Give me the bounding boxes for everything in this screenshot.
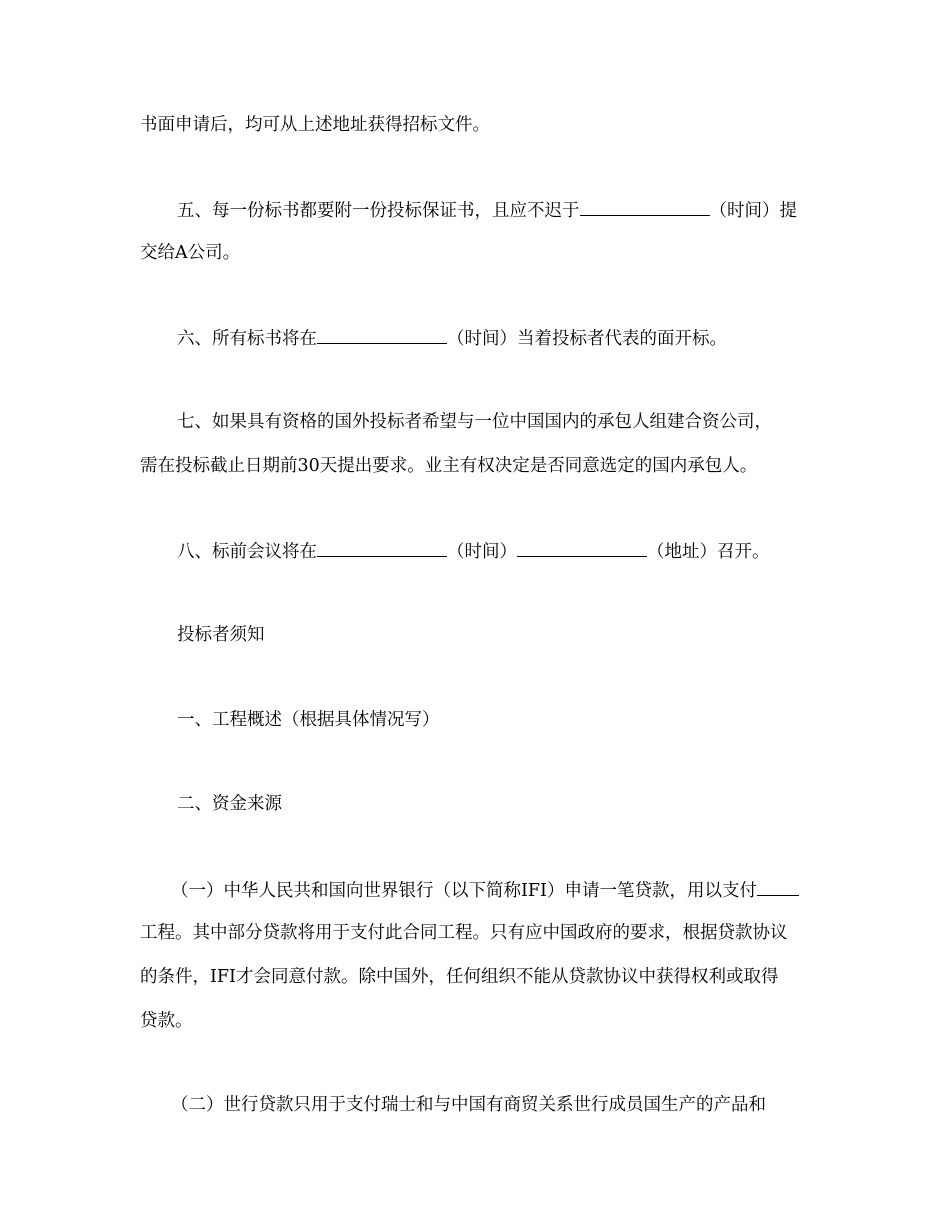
clause-7-line-1: 七、如果具有资格的国外投标者希望与一位中国国内的承包人组建合资公司， bbox=[177, 412, 772, 432]
para-1-line-4: 贷款。 bbox=[140, 1011, 193, 1031]
clause-6: 六、所有标书将在 （时间）当着投标者代表的面开标。 bbox=[177, 325, 820, 351]
para-1-line-2: 工程。其中部分贷款将用于支付此合同工程。只有应中国政府的要求，根据贷款协议 bbox=[140, 923, 788, 943]
fill-blank-time[interactable] bbox=[317, 538, 447, 557]
fill-blank-project[interactable] bbox=[757, 877, 799, 896]
clause-5-line-2: 交给A公司。 bbox=[140, 243, 241, 263]
fill-blank-address[interactable] bbox=[517, 538, 647, 557]
para-1-line-3: 的条件，IFI才会同意付款。除中国外，任何组织不能从贷款协议中获得权利或取得 bbox=[140, 967, 779, 987]
para-1-line-1: （一）中华人民共和国向世界银行（以下简称IFI）申请一笔贷款，用以支付 bbox=[171, 877, 820, 903]
fill-blank-time[interactable] bbox=[317, 325, 447, 344]
clause-5-line-1: 五、每一份标书都要附一份投标保证书，且应不迟于 （时间）提 bbox=[177, 197, 820, 223]
paragraph-continuation: 书面申请后，均可从上述地址获得招标文件。 bbox=[140, 115, 490, 135]
clause-7-line-2: 需在投标截止日期前30天提出要求。业主有权决定是否同意选定的国内承包人。 bbox=[140, 456, 758, 476]
fill-blank-time[interactable] bbox=[580, 197, 710, 216]
section-2-title: 二、资金来源 bbox=[177, 794, 282, 814]
para-2-line-1: （二）世行贷款只用于支付瑞士和与中国有商贸关系世行成员国生产的产品和 bbox=[171, 1095, 766, 1115]
section-heading: 投标者须知 bbox=[177, 625, 265, 645]
section-1-title: 一、工程概述（根据具体情况写） bbox=[177, 710, 440, 730]
clause-8: 八、标前会议将在 （时间） （地址）召开。 bbox=[177, 538, 820, 564]
